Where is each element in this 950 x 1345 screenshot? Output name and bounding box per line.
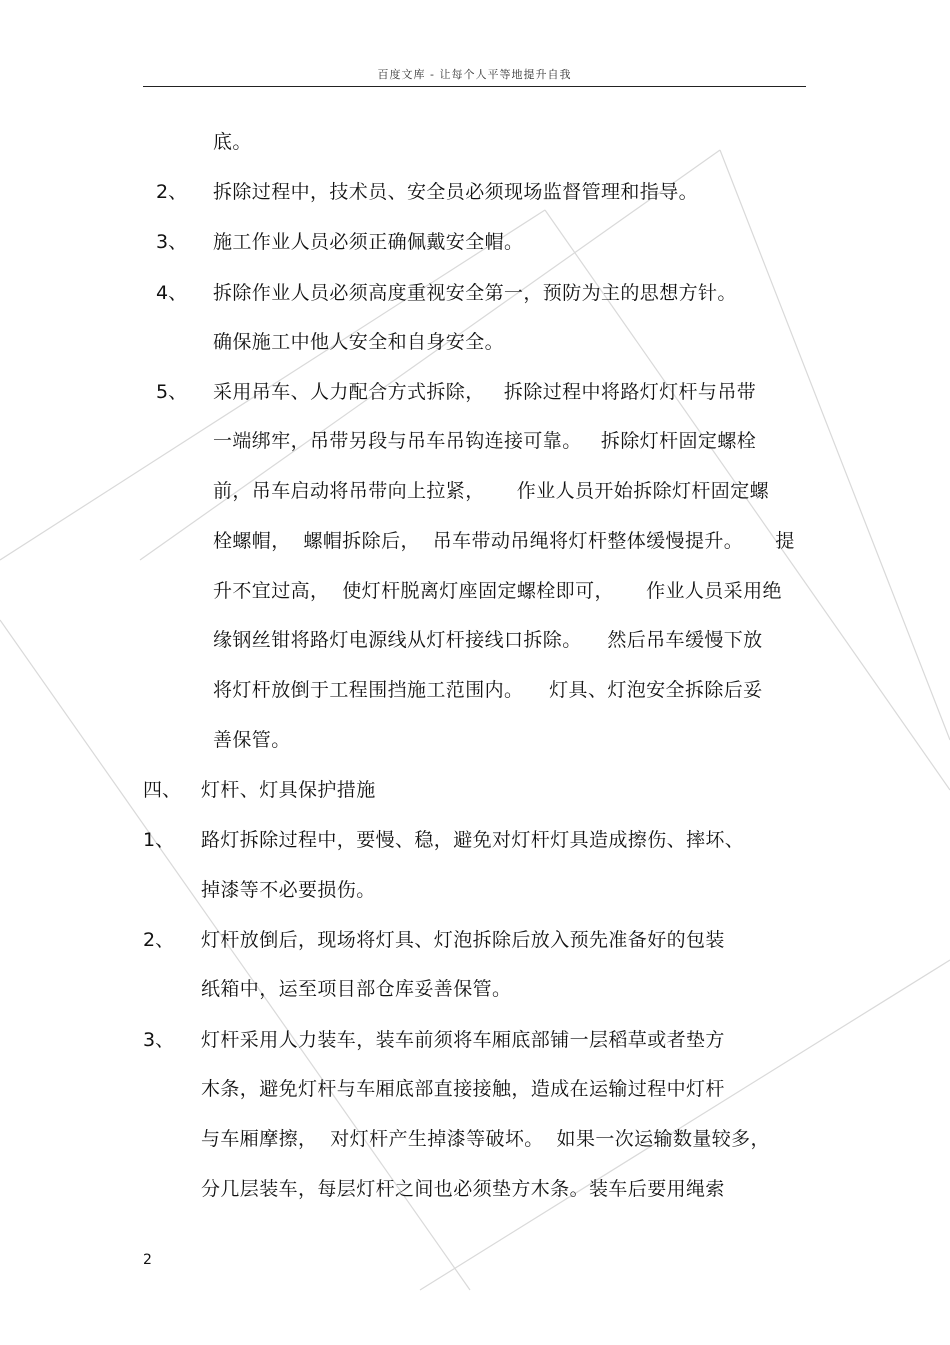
text-line: 升不宜过高， 使灯杆脱离灯座固定螺栓即可， 作业人员采用绝: [213, 580, 782, 602]
text-line: 路灯拆除过程中，要慢、稳，避免对灯杆灯具造成擦伤、摔坏、: [201, 829, 745, 851]
text-line: 灯杆采用人力装车，装车前须将车厢底部铺一层稻草或者垫方: [201, 1029, 725, 1051]
item-number: 3、: [156, 231, 188, 253]
text-line: 前，吊车启动将吊带向上拉紧， 作业人员开始拆除灯杆固定螺: [213, 480, 769, 502]
section-heading: 灯杆、灯具保护措施: [201, 779, 376, 801]
text-line: 善保管。: [213, 729, 291, 751]
text-line: 分几层装车，每层灯杆之间也必须垫方木条。装车后要用绳索: [201, 1178, 725, 1200]
text-line: 施工作业人员必须正确佩戴安全帽。: [213, 231, 524, 253]
text-line: 纸箱中，运至项目部仓库妥善保管。: [201, 978, 512, 1000]
item-number: 2、: [143, 929, 175, 951]
text-line: 拆除过程中，技术员、安全员必须现场监督管理和指导。: [213, 181, 699, 203]
text-line: 将灯杆放倒于工程围挡施工范围内。 灯具、灯泡安全拆除后妥: [213, 679, 763, 701]
item-number: 5、: [156, 381, 188, 403]
text-line: 灯杆放倒后，现场将灯具、灯泡拆除后放入预先准备好的包装: [201, 929, 725, 951]
text-line: 栓螺帽， 螺帽拆除后， 吊车带动吊绳将灯杆整体缓慢提升。 提: [213, 530, 795, 552]
text-line: 掉漆等不必要损伤。: [201, 879, 376, 901]
page-number: 2: [143, 1252, 152, 1268]
section-number: 四、: [143, 779, 182, 801]
header-divider: [143, 86, 806, 87]
text-line: 木条，避免灯杆与车厢底部直接接触，造成在运输过程中灯杆: [201, 1078, 725, 1100]
text-line: 底。: [213, 131, 252, 153]
item-number: 4、: [156, 282, 188, 304]
text-line: 一端绑牢，吊带另段与吊车吊钩连接可靠。 拆除灯杆固定螺栓: [213, 430, 757, 452]
item-number: 1、: [143, 829, 175, 851]
text-line: 与车厢摩擦， 对灯杆产生掉漆等破坏。 如果一次运输数量较多，: [201, 1128, 770, 1150]
item-number: 2、: [156, 181, 188, 203]
text-line: 缘钢丝钳将路灯电源线从灯杆接线口拆除。 然后吊车缓慢下放: [213, 629, 763, 651]
item-number: 3、: [143, 1029, 175, 1051]
text-line: 拆除作业人员必须高度重视安全第一，预防为主的思想方针。: [213, 282, 737, 304]
page-header: 百度文库 - 让每个人平等地提升自我: [377, 68, 572, 81]
text-line: 确保施工中他人安全和自身安全。: [213, 331, 505, 353]
text-line: 采用吊车、人力配合方式拆除， 拆除过程中将路灯灯杆与吊带: [213, 381, 757, 403]
